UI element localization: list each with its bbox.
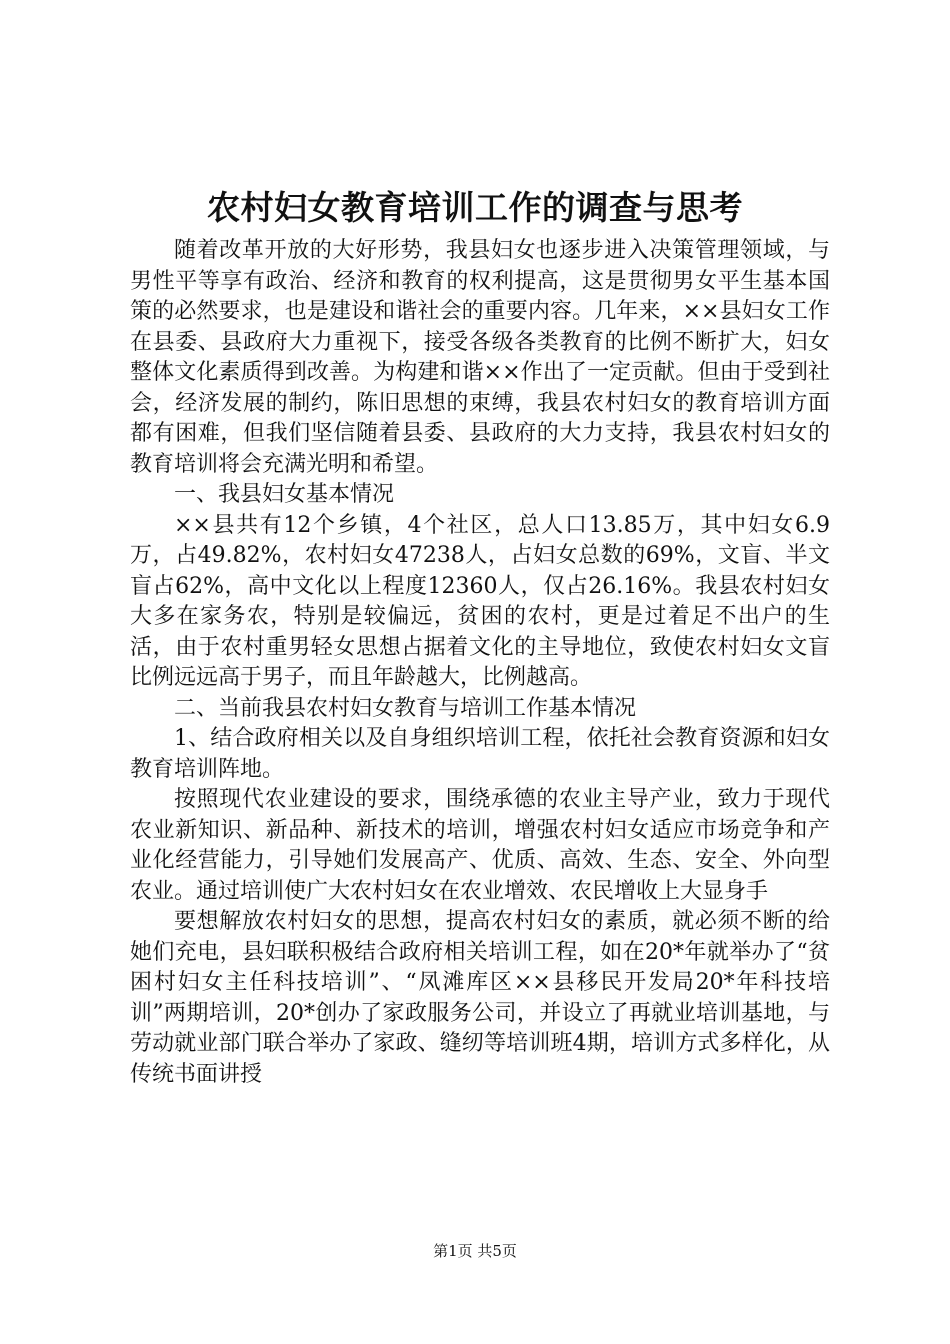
paragraph-modern-agriculture: 按照现代农业建设的要求，围绕承德的农业主导产业，致力于现代农业新知识、新品种、新技术的培训，增强农村妇女适应市场竞争和产业化经营能力，引导她们发展高产、优质、高效、生态、安全、外向型农业。通过培训使广大农村妇女在农业增效、农民增收上大显身手 bbox=[130, 787, 830, 904]
section-heading-2: 二、当前我县农村妇女教育与培训工作基本情况 bbox=[174, 695, 637, 721]
document-body bbox=[130, 236, 830, 1090]
page-footer: 第1页 共5页 bbox=[433, 1242, 517, 1260]
paragraph-intro: 随着改革开放的大好形势，我县妇女也逐步进入决策管理领域，与男性平等享有政治、经济和教育的权利提高，这是贯彻男女平生基本国策的必然要求，也是建设和谐社会的重要内容。几年来，××县妇女工作在县委、县政府大力重视下，接受各级各类教育的比例不断扩大，妇女整体文化素质得到改善。为构建和谐××作出了一定贡献。但由于受到社会，经济发展的制约，陈旧思想的束缚，我县农村妇女的教育培训方面都有困难，但我们坚信随着县委、县政府的大力支持，我县农村妇女的教育培训将会充满光明和希望。 bbox=[130, 238, 830, 477]
paragraph-basic-situation: ××县共有12个乡镇，4个社区，总人口13.85万，其中妇女6.9万，占49.82%，农村妇女47238人，占妇女总数的69%，文盲、半文盲占62%，高中文化以上程度12360人，仅占26.16%。我县农村妇女大多在家务农，特别是较偏远，贫困的农村，更是过着足不出户的生活，由于农村重男轻女思想占据着文化的主导地位，致使农村妇女文盲比例远远高于男子，而且年龄越大，比例越高。 bbox=[130, 512, 830, 690]
document-title: 农村妇女教育培训工作的调查与思考 bbox=[207, 188, 743, 227]
paragraph-training: 要想解放农村妇女的思想，提高农村妇女的素质，就必须不断的给她们充电，县妇联积极结合政府相关培训工程，如在20*年就举办了“贫困村妇女主任科技培训”、“凤滩库区××县移民开发局20*年科技培训”两期培训，20*创办了家政服务公司，并设立了再就业培训基地，与劳动就业部门联合举办了家政、缝纫等培训班4期，培训方式多样化，从传统书面讲授 bbox=[130, 909, 830, 1087]
paragraph-item-1: 1、结合政府相关以及自身组织培训工程，依托社会教育资源和妇女教育培训阵地。 bbox=[130, 726, 830, 782]
section-heading-1: 一、我县妇女基本情况 bbox=[174, 482, 395, 507]
